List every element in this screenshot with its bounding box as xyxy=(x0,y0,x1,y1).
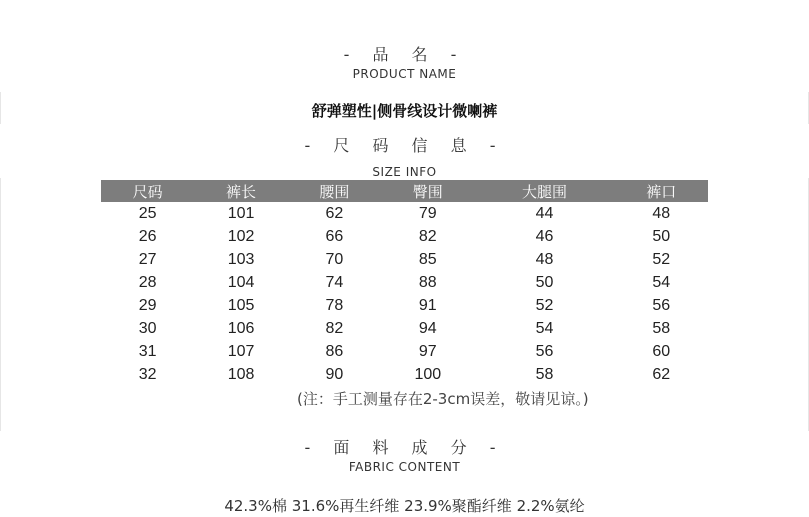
table-cell: 100 xyxy=(414,365,442,383)
table-cell: 85 xyxy=(418,250,437,268)
table-cell: 60 xyxy=(652,342,671,360)
table-cell: 25 xyxy=(138,204,157,222)
table-cell: 104 xyxy=(227,273,255,291)
table-row xyxy=(101,248,708,271)
table-cell: 82 xyxy=(418,227,437,245)
table-cell: 29 xyxy=(138,296,157,314)
table-cell: 56 xyxy=(652,296,671,314)
size-info-subtitle: SIZE INFO xyxy=(372,165,437,179)
table-cell: 52 xyxy=(652,250,671,268)
table-cell: 50 xyxy=(652,227,671,245)
table-cell: 94 xyxy=(418,319,437,337)
fabric-content-title: - 面 料 成 分 - xyxy=(304,438,505,457)
table-cell: 108 xyxy=(227,365,255,383)
product-name-title: - 品 名 - xyxy=(343,45,466,64)
header-hip: 臀围 xyxy=(381,180,474,202)
header-thigh: 大腿围 xyxy=(475,180,615,202)
table-cell: 58 xyxy=(535,365,554,383)
table-cell: 74 xyxy=(325,273,344,291)
table-cell: 105 xyxy=(227,296,255,314)
table-cell: 86 xyxy=(325,342,344,360)
table-row xyxy=(101,340,708,363)
table-cell: 62 xyxy=(325,204,344,222)
table-cell: 66 xyxy=(325,227,344,245)
left-edge-divider xyxy=(0,178,1,431)
table-cell: 88 xyxy=(418,273,437,291)
table-cell: 54 xyxy=(535,319,554,337)
table-cell: 97 xyxy=(418,342,437,360)
header-waist: 腰围 xyxy=(288,180,381,202)
table-cell: 82 xyxy=(325,319,344,337)
fabric-composition: 42.3%棉 31.6%再生纤维 23.9%聚酯纤维 2.2%氨纶 xyxy=(224,497,585,515)
size-table-header-row xyxy=(101,180,708,202)
table-cell: 32 xyxy=(138,365,157,383)
table-cell: 28 xyxy=(138,273,157,291)
table-cell: 44 xyxy=(535,204,554,222)
table-cell: 26 xyxy=(138,227,157,245)
table-cell: 56 xyxy=(535,342,554,360)
table-row xyxy=(101,317,708,340)
table-cell: 62 xyxy=(652,365,671,383)
table-cell: 91 xyxy=(418,296,437,314)
table-cell: 90 xyxy=(325,365,344,383)
table-cell: 52 xyxy=(535,296,554,314)
table-cell: 46 xyxy=(535,227,554,245)
table-cell: 101 xyxy=(227,204,255,222)
table-cell: 106 xyxy=(227,319,255,337)
size-info-title: - 尺 码 信 息 - xyxy=(304,136,505,155)
table-cell: 48 xyxy=(652,204,671,222)
header-size: 尺码 xyxy=(101,180,194,202)
size-table xyxy=(101,180,708,386)
table-cell: 27 xyxy=(138,250,157,268)
table-cell: 31 xyxy=(138,342,157,360)
table-cell: 70 xyxy=(325,250,344,268)
table-row xyxy=(101,202,708,225)
table-cell: 30 xyxy=(138,319,157,337)
measurement-note: (注：手工测量存在2-3cm误差，敬请见谅。) xyxy=(297,390,589,408)
table-cell: 58 xyxy=(652,319,671,337)
table-row xyxy=(101,363,708,386)
table-cell: 102 xyxy=(227,227,255,245)
table-row xyxy=(101,294,708,317)
table-cell: 79 xyxy=(418,204,437,222)
table-cell: 107 xyxy=(227,342,255,360)
table-cell: 50 xyxy=(535,273,554,291)
table-cell: 78 xyxy=(325,296,344,314)
product-name-subtitle: PRODUCT NAME xyxy=(352,67,457,81)
table-cell: 103 xyxy=(227,250,255,268)
fabric-content-subtitle: FABRIC CONTENT xyxy=(348,460,461,474)
product-name-text: 舒弹塑性|侧骨线设计微喇裤 xyxy=(311,102,498,120)
header-hem: 裤口 xyxy=(615,180,708,202)
header-length: 裤长 xyxy=(194,180,287,202)
table-cell: 54 xyxy=(652,273,671,291)
table-cell: 48 xyxy=(535,250,554,268)
table-row xyxy=(101,225,708,248)
table-row xyxy=(101,271,708,294)
